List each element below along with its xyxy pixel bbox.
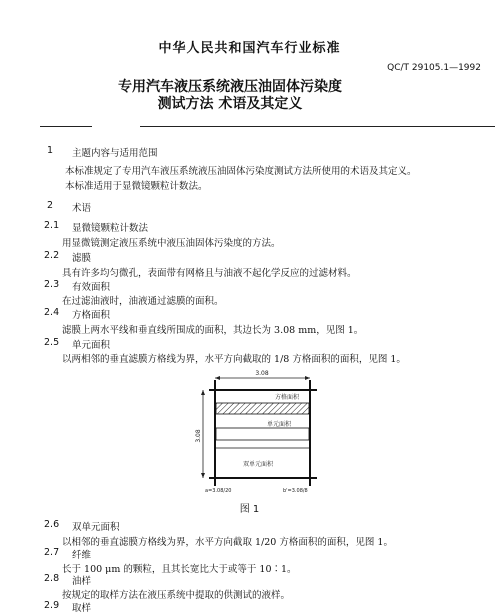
separator-left — [40, 126, 92, 127]
section-number: 2.9 — [44, 600, 60, 611]
label-unit-area: 单元面积 — [267, 421, 292, 428]
figure-note-right: b'=3.08/8 — [283, 488, 308, 494]
dimension-label-left: 3.08 — [195, 429, 202, 443]
section-number: 2.2 — [44, 250, 60, 261]
paragraph: 本标准规定了专用汽车液压系统液压油固体污染度测试方法所使用的术语及其定义。 — [65, 166, 417, 177]
figure-grid-diagram — [195, 368, 335, 494]
section-heading: 术语 — [72, 203, 92, 214]
section-heading: 单元面积 — [72, 340, 111, 351]
separator-right — [140, 126, 495, 127]
figure-caption: 图 1 — [239, 504, 260, 515]
section-number: 2.4 — [44, 307, 60, 318]
section-number: 2.8 — [44, 573, 60, 584]
paragraph: 滤膜上两水平线和垂直线所围成的面积，其边长为 3.08 mm，见图 1。 — [62, 325, 364, 336]
paragraph: 长于 100 μm 的颗粒，且其长宽比大于或等于 10∶1。 — [62, 564, 297, 575]
arrow-down-icon — [201, 473, 205, 478]
section-number: 1 — [47, 145, 54, 156]
section-heading: 主题内容与适用范围 — [72, 148, 158, 159]
section-number: 2.3 — [44, 279, 60, 290]
section-number: 2.6 — [44, 519, 60, 530]
section-heading: 取样 — [72, 603, 92, 614]
label-double-unit-area: 双单元面积 — [243, 461, 274, 468]
standard-number: QC/T 29105.1—1992 — [387, 63, 481, 73]
paragraph: 本标准适用于显微镜颗粒计数法。 — [65, 181, 208, 192]
section-heading: 油样 — [72, 576, 92, 587]
section-number: 2.7 — [44, 547, 60, 558]
section-number: 2 — [47, 200, 54, 211]
paragraph: 以相邻的垂直滤膜方格线为界，水平方向截取 1/20 方格面积的面积，见图 1。 — [62, 537, 393, 548]
section-heading: 方格面积 — [72, 310, 111, 321]
arrow-up-icon — [201, 390, 205, 395]
unit-area-band — [216, 428, 309, 440]
arrow-right-icon — [305, 376, 310, 380]
section-heading: 显微镜颗粒计数法 — [72, 223, 149, 234]
section-heading: 滤膜 — [72, 253, 92, 264]
hatched-unit-area — [216, 403, 309, 414]
figure-note-left: a=3.08/20 — [205, 488, 232, 494]
paragraph: 具有许多均匀微孔，表面带有网格且与油液不起化学反应的过滤材料。 — [62, 268, 357, 279]
document-title-line2: 测试方法 术语及其定义 — [157, 96, 303, 112]
paragraph: 以两相邻的垂直滤膜方格线为界，水平方向截取的 1/8 方格面积的面积，见图 1。 — [62, 354, 406, 365]
dimension-label-top: 3.08 — [255, 370, 269, 377]
paragraph: 用显微镜测定液压系统中液压油固体污染度的方法。 — [62, 238, 281, 249]
standard-category: 中华人民共和国汽车行业标准 — [158, 41, 341, 56]
section-heading: 有效面积 — [72, 282, 111, 293]
label-grid-area: 方格面积 — [275, 394, 300, 401]
section-number: 2.1 — [44, 220, 60, 231]
section-number: 2.5 — [44, 337, 60, 348]
paragraph: 按规定的取样方法在液压系统中提取的供测试的液样。 — [62, 590, 291, 601]
document-title-line1: 专用汽车液压系统液压油固体污染度 — [118, 79, 342, 95]
paragraph: 在过滤油液时，油液通过滤膜的面积。 — [62, 296, 224, 307]
section-heading: 纤维 — [72, 550, 92, 561]
arrow-left-icon — [215, 376, 220, 380]
section-heading: 双单元面积 — [72, 522, 120, 533]
